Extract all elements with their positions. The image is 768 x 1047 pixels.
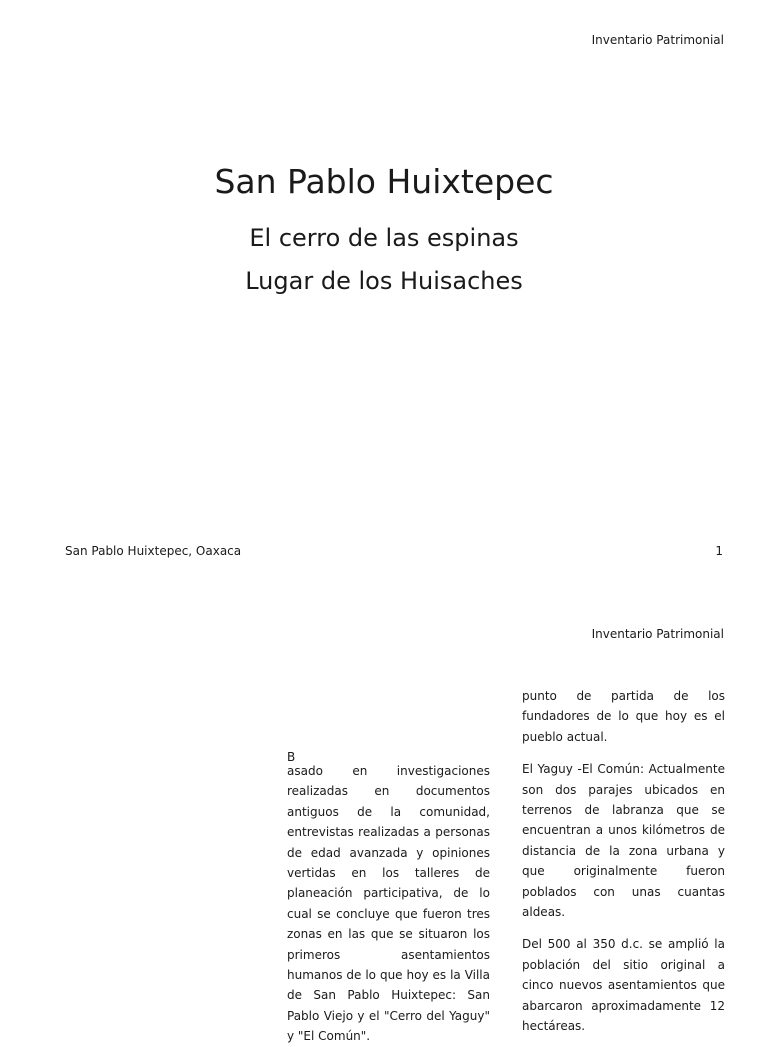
right-column-paragraph-3: Del 500 al 350 d.c. se amplió la población del sitio original a cinco nuevos asentamientos que abarcaron aproximadamente 12 hectáreas. bbox=[522, 937, 725, 1034]
right-column-paragraph-2: El Yaguy -El Común: Actualmente son dos parajes ubicados en terrenos de labranza que se encuentran a unos kilómetros de distancia de la zona urbana y que originalmente fueron poblados con unas cuantas aldeas. bbox=[522, 762, 725, 920]
left-column bbox=[287, 761, 490, 1044]
page-header-2: Inventario Patrimonial bbox=[591, 627, 724, 641]
page-header: Inventario Patrimonial bbox=[591, 33, 724, 47]
document-subtitle-2: Lugar de los Huisaches bbox=[245, 267, 523, 295]
left-column-paragraph: asado en investigaciones realizadas en documentos antiguos de la comunidad, entrevistas realizadas a personas de edad avanzada y opiniones vertidas en los talleres de planeación participativa, de lo cual se concluye que fueron tres zonas en las que se situaron los primeros asentamientos humanos de lo que hoy es la Villa de San Pablo Huixtepec: San Pablo Viejo y el "Cerro del Yaguy" y "El Común". bbox=[287, 764, 490, 1044]
document-subtitle-1: El cerro de las espinas bbox=[249, 224, 519, 252]
page-footer-location: San Pablo Huixtepec, Oaxaca bbox=[65, 544, 242, 558]
right-column-paragraph-1: punto de partida de los fundadores de lo que hoy es el pueblo actual. bbox=[522, 689, 725, 744]
document-title: San Pablo Huixtepec bbox=[214, 162, 554, 201]
right-column bbox=[522, 686, 725, 1034]
page-number: 1 bbox=[715, 544, 723, 558]
drop-letter: B bbox=[287, 750, 296, 764]
